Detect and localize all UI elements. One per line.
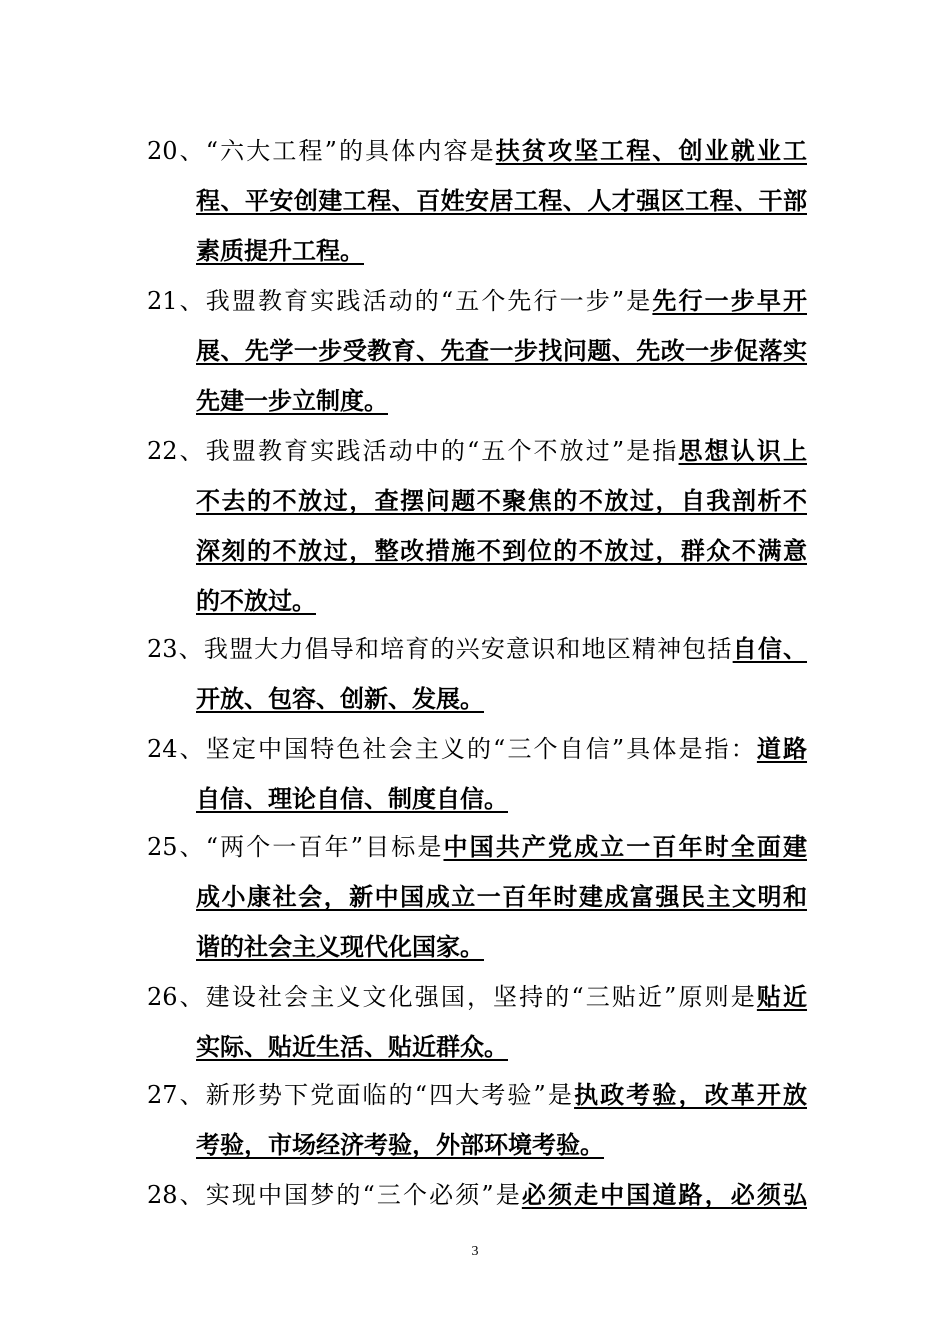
- question-22: [147, 426, 807, 626]
- q22-line-4: [147, 576, 807, 626]
- q24-line-2: [147, 774, 807, 824]
- q23-line-2: [147, 674, 807, 724]
- question-24: [147, 724, 807, 824]
- question-23: [147, 624, 807, 724]
- answer-text: 谐的社会主义现代化国家。: [196, 932, 484, 961]
- answer-text: 的不放过。: [196, 586, 316, 615]
- answer-text: 中国共产党成立一百年时全面建: [443, 832, 807, 861]
- page-number: 3: [471, 1244, 479, 1259]
- answer-text: 展、先学一步受教育、先查一步找问题、先改一步促落实: [196, 336, 807, 365]
- q27-line-2: [147, 1120, 807, 1170]
- answer-text: 贴近: [756, 982, 808, 1011]
- answer-text: 思想认识上: [678, 436, 807, 465]
- question-25: [147, 822, 807, 972]
- answer-text: 考验，市场经济考验，外部环境考验。: [196, 1130, 604, 1159]
- q24-line-1: 24、坚定中国特色社会主义的“三个自信”具体是指：道路: [147, 734, 808, 763]
- q21-line-3: [147, 376, 807, 426]
- q23-line-1: 23、我盟大力倡导和培育的兴安意识和地区精神包括自信、: [147, 634, 807, 663]
- question-28: [147, 1170, 807, 1220]
- answer-text: 开放、包容、创新、发展。: [196, 684, 484, 713]
- answer-text: 自信、理论自信、制度自信。: [196, 784, 508, 813]
- q21-line-2: [147, 326, 807, 376]
- answer-text: 执政考验，改革开放: [574, 1080, 807, 1109]
- answer-text: 实际、贴近生活、贴近群众。: [196, 1032, 508, 1061]
- answer-text: 深刻的不放过，整改措施不到位的不放过，群众不满意: [196, 536, 807, 565]
- question-20: [147, 126, 807, 276]
- q28-line-1: 28、实现中国梦的“三个必须”是必须走中国道路，必须弘: [147, 1180, 807, 1209]
- question-26: [147, 972, 807, 1072]
- question-27: [147, 1070, 807, 1170]
- q25-line-1: 25、“两个一百年”目标是中国共产党成立一百年时全面建: [147, 832, 807, 861]
- answer-text: 道路: [756, 734, 808, 763]
- q20-line-3: [147, 226, 807, 276]
- q22-line-1: 22、我盟教育实践活动中的“五个不放过”是指思想认识上: [147, 436, 807, 465]
- q26-line-1: 26、建设社会主义文化强国，坚持的“三贴近”原则是贴近: [147, 982, 808, 1011]
- q26-line-2: [147, 1022, 807, 1072]
- question-21: [147, 276, 807, 426]
- answer-text: 扶贫攻坚工程、创业就业工: [495, 136, 807, 165]
- answer-text: 先行一步早开: [652, 286, 807, 315]
- q21-line-1: 21、我盟教育实践活动的“五个先行一步”是先行一步早开: [147, 286, 807, 315]
- q20-line-2: [147, 176, 807, 226]
- q25-line-3: [147, 922, 807, 972]
- answer-text: 先建一步立制度。: [196, 386, 388, 415]
- answer-text: 不去的不放过，查摆问题不聚焦的不放过，自我剖析不: [196, 486, 807, 515]
- q22-line-3: [147, 526, 807, 576]
- q27-line-1: 27、新形势下党面临的“四大考验”是执政考验，改革开放: [147, 1080, 807, 1109]
- q25-line-2: [147, 872, 807, 922]
- answer-text: 程、平安创建工程、百姓安居工程、人才强区工程、干部: [196, 186, 807, 215]
- answer-text: 素质提升工程。: [196, 236, 364, 265]
- q20-line-1: 20、“六大工程”的具体内容是扶贫攻坚工程、创业就业工: [147, 136, 807, 165]
- answer-text: 必须走中国道路，必须弘: [521, 1180, 807, 1209]
- answer-text: 成小康社会，新中国成立一百年时建成富强民主文明和: [196, 882, 807, 911]
- q22-line-2: [147, 476, 807, 526]
- answer-text: 自信、: [732, 634, 807, 663]
